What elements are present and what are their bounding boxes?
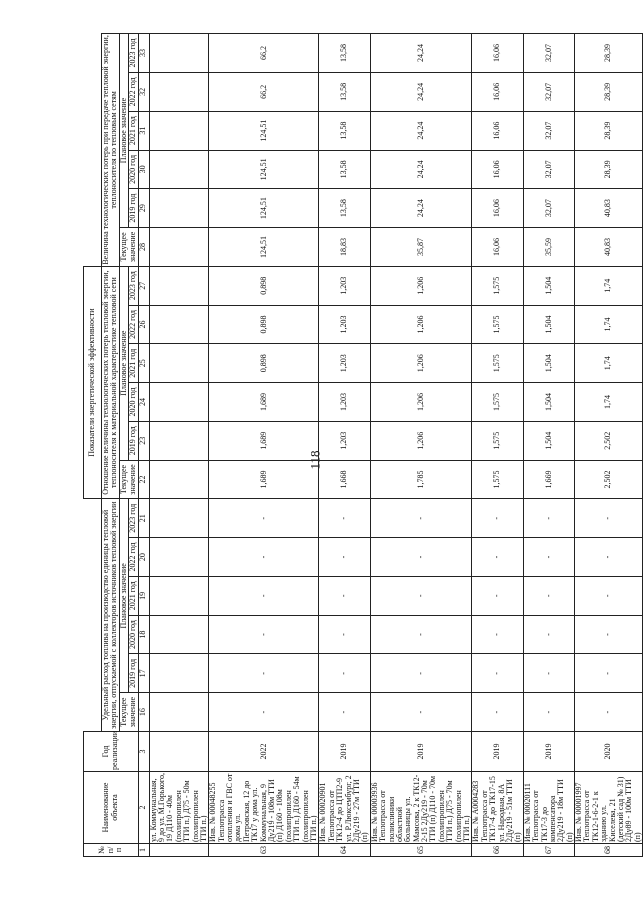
loss-value: 13,58 (319, 150, 370, 189)
ratio-value: 1,575 (472, 383, 523, 422)
ratio-value: 2,502 (575, 421, 643, 460)
ratio-value: 0,898 (209, 344, 319, 383)
column-index: 31 (138, 111, 149, 150)
column-index: 18 (138, 615, 149, 654)
header-year-cell: 2021 год (129, 576, 138, 615)
loss-value: 18,83 (319, 228, 370, 267)
loss-value: 32,07 (523, 111, 574, 150)
header-current: Текущее значение (119, 228, 138, 267)
fuel-value: - (319, 538, 370, 577)
fuel-value: - (575, 499, 643, 538)
implementation-year: 2020 (575, 732, 643, 772)
fuel-value: - (370, 538, 472, 577)
fuel-value: - (472, 615, 523, 654)
ratio-value: 1,74 (575, 305, 643, 344)
loss-value: 16,06 (472, 111, 523, 150)
fuel-value (149, 693, 209, 732)
loss-value: 13,58 (319, 34, 370, 73)
row-number: 65 (370, 844, 472, 857)
fuel-value: - (209, 538, 319, 577)
ratio-value: 1,504 (523, 305, 574, 344)
header-year-cell: 2023 год (129, 499, 138, 538)
loss-value: 13,58 (319, 72, 370, 111)
fuel-value: - (523, 538, 574, 577)
ratio-value: 1,785 (370, 460, 472, 499)
column-index: 32 (138, 72, 149, 111)
loss-value: 35,59 (523, 228, 574, 267)
object-name: Инв. № 00020901 Теплотрасса от ТК12-4 до ЦТП2-9 ул. Р.Люксембург, 2 2Ду219 - 27м ТТИ (п) (319, 772, 370, 844)
column-index: 16 (138, 693, 149, 732)
fuel-value: - (370, 654, 472, 693)
loss-value (149, 150, 209, 189)
document-rotated (83, 33, 642, 857)
column-index: 17 (138, 654, 149, 693)
header-year-cell: 2020 год (129, 383, 138, 422)
fuel-value: - (575, 538, 643, 577)
fuel-value: - (319, 654, 370, 693)
ratio-value: 1,669 (523, 460, 574, 499)
table-row (472, 34, 523, 857)
ratio-value (149, 344, 209, 383)
fuel-value: - (209, 576, 319, 615)
column-index: 29 (138, 189, 149, 228)
ratio-value: 1,504 (523, 266, 574, 305)
implementation-year: 2022 (209, 732, 319, 772)
loss-value: 66,2 (209, 34, 319, 73)
ratio-value: 1,689 (209, 383, 319, 422)
header-year-cell: 2023 год (129, 266, 138, 305)
row-number: 68 (575, 844, 643, 857)
fuel-value: - (209, 615, 319, 654)
column-index: 28 (138, 228, 149, 267)
implementation-year: 2019 (523, 732, 574, 772)
ratio-value: 1,504 (523, 344, 574, 383)
ratio-value: 1,504 (523, 421, 574, 460)
header-year-cell: 2023 год (129, 34, 138, 73)
efficiency-table (83, 33, 643, 857)
ratio-value: 1,575 (472, 460, 523, 499)
fuel-value: - (575, 654, 643, 693)
ratio-value: 1,203 (319, 266, 370, 305)
loss-value: 24,24 (370, 34, 472, 73)
implementation-year (149, 732, 209, 772)
ratio-value: 1,206 (370, 383, 472, 422)
column-index: 27 (138, 266, 149, 305)
loss-value (149, 228, 209, 267)
fuel-value: - (472, 499, 523, 538)
object-name: Инв. № 00003936 Теплотрасса от поликлиники областной больницы ул. Мамсова, 2 к ТК12-2-15 2Ду219 - 70м ТТИ (п) Д110 - 70м (полипропилен ТТИ п.) Д75 - 70м (полипропилен ТТИ п.) (370, 772, 472, 844)
column-index: 23 (138, 421, 149, 460)
fuel-value (149, 538, 209, 577)
loss-value: 28,39 (575, 111, 643, 150)
ratio-value: 0,898 (209, 305, 319, 344)
loss-value: 124,51 (209, 228, 319, 267)
header-current: Текущее значение (119, 693, 138, 732)
header-super-title: Показатели энергетической эффективности (84, 266, 102, 499)
loss-value: 32,07 (523, 189, 574, 228)
loss-value: 13,58 (319, 189, 370, 228)
loss-value: 16,06 (472, 189, 523, 228)
header-year-cell: 2020 год (129, 615, 138, 654)
header-planned: Плановое значение (119, 34, 128, 228)
fuel-value: - (209, 499, 319, 538)
ratio-value: 1,203 (319, 344, 370, 383)
header-year-cell: 2021 год (129, 111, 138, 150)
loss-value: 40,83 (575, 189, 643, 228)
table-row (149, 34, 209, 857)
implementation-year: 2019 (370, 732, 472, 772)
object-name: ул. Коммунальная, 9 до ул. М.Горького, 19 Д110 - 40м (полипропилен ТТИ п.) Д75 - 50м (полипропилен ТТИ п.) (148, 773, 208, 842)
ratio-value: 1,206 (370, 344, 472, 383)
fuel-value: - (472, 538, 523, 577)
ratio-value: 1,203 (319, 305, 370, 344)
fuel-value: - (523, 576, 574, 615)
table-row (319, 34, 370, 857)
table-row (575, 34, 643, 857)
header-planned: Плановое значение (119, 266, 128, 460)
object-name: Инв. № 00001997 Теплотрасса от ТК12-1-6-2-1 к зданию ул. Киселева, 21 (детский сад № 31) 2Ду89 - 100м ТТИ (п) (575, 772, 643, 844)
row-number (149, 844, 209, 857)
fuel-value (149, 576, 209, 615)
ratio-value: 2,502 (575, 460, 643, 499)
loss-value (149, 72, 209, 111)
loss-value: 13,58 (319, 111, 370, 150)
row-number: 67 (523, 844, 574, 857)
loss-value: 40,83 (575, 228, 643, 267)
fuel-value: - (575, 693, 643, 732)
loss-value: 28,39 (575, 34, 643, 73)
fuel-value: - (319, 499, 370, 538)
fuel-value: - (523, 693, 574, 732)
object-name: Инв. № 00020111 Теплотрасса от ТК17-3 до компенсатора 2Ду219 - 18м ТТИ (п) (523, 772, 574, 844)
header-year-cell: 2022 год (129, 72, 138, 111)
ratio-value: 1,689 (209, 460, 319, 499)
fuel-value: - (523, 499, 574, 538)
header-year-cell: 2019 год (129, 654, 138, 693)
object-name: Инв. № А0004283 Теплотрасса от ТК17-4 до ТК17-15 ул. Народная, 8А 2Ду219 - 51м ТТИ (п) (472, 772, 523, 844)
ratio-value: 1,206 (370, 266, 472, 305)
fuel-value: - (370, 499, 472, 538)
loss-value: 16,06 (472, 34, 523, 73)
implementation-year: 2019 (319, 732, 370, 772)
loss-value: 32,07 (523, 34, 574, 73)
fuel-value: - (370, 615, 472, 654)
column-index: 25 (138, 344, 149, 383)
fuel-value: - (523, 654, 574, 693)
header-current: Текущее значение (119, 460, 138, 499)
loss-value: 35,87 (370, 228, 472, 267)
fuel-value: - (209, 654, 319, 693)
column-index: 20 (138, 538, 149, 577)
fuel-value: - (319, 693, 370, 732)
header-name: Наименование объекта (84, 772, 139, 844)
loss-value (149, 189, 209, 228)
fuel-value: - (319, 576, 370, 615)
ratio-value: 1,74 (575, 266, 643, 305)
ratio-value (149, 460, 209, 499)
table-row (209, 34, 319, 857)
header-group-ratio: Отношение величины технологических потерь тепловой энергии, теплоносителя к материальной характеристике тепловой сети (102, 266, 120, 499)
table-row (370, 34, 472, 857)
column-index: 33 (138, 34, 149, 73)
fuel-value: - (523, 615, 574, 654)
object-name: Инв. № 00048255 Теплотрасса отопления и ГВС от дома ул. Петровская, 12 до ТК17 у дома ул. Коммунальная, 9 Ду219 - 108м ТТИ (п) Д160 - 108м (полипропилен ТТИ п.) Д160 - 54м (полипропилен ТТИ п.) (209, 772, 319, 844)
loss-value: 28,39 (575, 150, 643, 189)
loss-value: 24,24 (370, 111, 472, 150)
row-number: 63 (209, 844, 319, 857)
column-index: 24 (138, 383, 149, 422)
ratio-value: 1,206 (370, 305, 472, 344)
loss-value: 124,51 (209, 189, 319, 228)
ratio-value: 1,504 (523, 383, 574, 422)
loss-value: 16,06 (472, 150, 523, 189)
fuel-value (149, 615, 209, 654)
header-year-cell: 2022 год (129, 305, 138, 344)
ratio-value: 1,575 (472, 421, 523, 460)
loss-value: 32,07 (523, 72, 574, 111)
header-year-cell: 2019 год (129, 189, 138, 228)
column-index: 22 (138, 460, 149, 499)
fuel-value: - (370, 693, 472, 732)
ratio-value: 1,575 (472, 305, 523, 344)
header-planned: Плановое значение (119, 499, 128, 693)
fuel-value: - (575, 576, 643, 615)
implementation-year: 2019 (472, 732, 523, 772)
header-year-cell: 2021 год (129, 344, 138, 383)
ratio-value (149, 305, 209, 344)
column-index: 21 (138, 499, 149, 538)
column-index: 2 (138, 772, 149, 844)
ratio-value: 1,575 (472, 266, 523, 305)
fuel-value: - (575, 615, 643, 654)
table-row (523, 34, 574, 857)
ratio-value: 1,203 (319, 421, 370, 460)
loss-value: 124,51 (209, 111, 319, 150)
row-number: 64 (319, 844, 370, 857)
ratio-value: 1,203 (319, 383, 370, 422)
column-index: 30 (138, 150, 149, 189)
ratio-value: 1,575 (472, 344, 523, 383)
loss-value (149, 111, 209, 150)
page-number: 118 (307, 450, 323, 470)
ratio-value (149, 266, 209, 305)
ratio-value: 1,74 (575, 383, 643, 422)
fuel-value: - (472, 693, 523, 732)
fuel-value: - (472, 576, 523, 615)
ratio-value: 1,689 (209, 421, 319, 460)
ratio-value: 1,206 (370, 421, 472, 460)
loss-value (149, 34, 209, 73)
header-year-cell: 2020 год (129, 150, 138, 189)
ratio-value (149, 421, 209, 460)
fuel-value (149, 654, 209, 693)
loss-value: 124,51 (209, 150, 319, 189)
loss-value: 32,07 (523, 150, 574, 189)
loss-value: 16,06 (472, 228, 523, 267)
row-number: 66 (472, 844, 523, 857)
fuel-value: - (472, 654, 523, 693)
ratio-value: 1,74 (575, 344, 643, 383)
ratio-value: 0,898 (209, 266, 319, 305)
column-index: 19 (138, 576, 149, 615)
loss-value: 24,24 (370, 189, 472, 228)
header-group-loss: Величина технологических потерь при передаче тепловой энергии, теплоносителя по тепловым сетям (101, 35, 119, 265)
header-year: Год реализации (84, 732, 139, 772)
loss-value: 24,24 (370, 150, 472, 189)
ratio-value: 1,668 (319, 460, 370, 499)
column-index: 1 (138, 844, 149, 857)
column-index: 26 (138, 305, 149, 344)
header-year-cell: 2022 год (129, 538, 138, 577)
loss-value: 28,39 (575, 72, 643, 111)
ratio-value (149, 383, 209, 422)
fuel-value: - (319, 615, 370, 654)
header-group-fuel: Удельный расход топлива на производство единицы тепловой энергии, отпускаемой с коллекторов источников тепловой энергии (102, 499, 120, 732)
column-index: 3 (138, 732, 149, 772)
loss-value: 16,06 (472, 72, 523, 111)
header-year-cell: 2019 год (129, 421, 138, 460)
fuel-value (149, 499, 209, 538)
loss-value: 66,2 (209, 72, 319, 111)
loss-value: 24,24 (370, 72, 472, 111)
fuel-value: - (370, 576, 472, 615)
fuel-value: - (209, 693, 319, 732)
header-num: № п/п (84, 844, 139, 857)
